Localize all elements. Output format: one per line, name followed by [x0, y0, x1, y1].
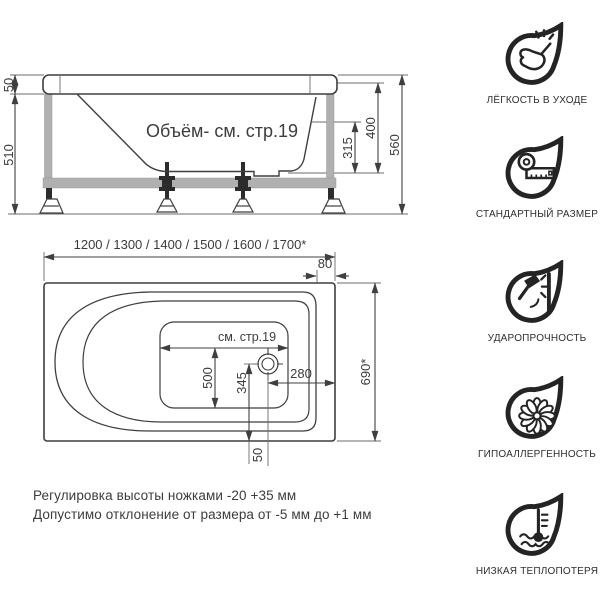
thermometer-icon — [502, 493, 572, 563]
dim-label-drain-margin: 50 — [250, 447, 265, 463]
feature-label: НИЗКАЯ ТЕПЛОПОТЕРЯ — [475, 566, 599, 577]
length-options-label: 1200 / 1300 / 1400 / 1500 / 1600 / 1700* — [73, 237, 307, 252]
dim-label-total-height: 560 — [387, 134, 402, 156]
hand-care-icon — [502, 22, 572, 92]
dim-label-drain-center-offset: 345 — [234, 372, 249, 394]
dim-label-body-height: 510 — [1, 144, 16, 166]
feature-label: ГИПОАЛЛЕРГЕННОСТЬ — [478, 449, 596, 460]
dim-label-rim-height: 50 — [1, 77, 16, 93]
dim-label-outer-depth: 400 — [363, 117, 378, 139]
flower-icon — [502, 376, 572, 446]
feature-hypoallergenic — [468, 376, 600, 460]
dim-label-width: 690* — [358, 358, 373, 386]
feature-label: СТАНДАРТНЫЙ РАЗМЕР — [475, 209, 599, 220]
dim-label-inner-depth: 315 — [340, 137, 355, 159]
leg-bolt — [328, 188, 334, 199]
tub-rim-side — [43, 75, 337, 94]
frame-post-right — [327, 94, 335, 178]
dim-label-edge-offset: 80 — [317, 256, 333, 271]
frame-post-left — [45, 94, 53, 178]
leg-feet — [40, 199, 345, 213]
feature-standard-size — [468, 136, 600, 220]
feature-impact-resistance — [468, 260, 600, 344]
note-size-tolerance: Допустимо отклонение от размера от -5 мм до +1 мм — [33, 507, 372, 522]
leg-bolt — [46, 188, 52, 199]
note-leg-adjustment: Регулировка высоты ножками -20 +35 мм — [33, 488, 297, 503]
volume-note: Объём- см. стр.19 — [146, 121, 298, 141]
see-page-note: см. стр.19 — [217, 330, 277, 344]
feature-low-heat-loss — [468, 493, 600, 577]
frame-bottom-bar — [43, 178, 336, 188]
hammer-impact-icon — [502, 260, 572, 330]
dim-label-bottom-length: 500 — [200, 367, 215, 389]
feature-label: ЛЁГКОСТЬ В УХОДЕ — [486, 95, 588, 106]
top-view — [44, 237, 381, 466]
feature-label: УДАРОПРОЧНОСТЬ — [487, 333, 587, 344]
tape-measure-icon — [502, 136, 572, 206]
feature-easy-care — [468, 22, 600, 106]
side-view — [1, 75, 408, 214]
tub-outer-edge — [44, 283, 335, 441]
dim-label-drain-end-offset: 280 — [290, 366, 312, 381]
